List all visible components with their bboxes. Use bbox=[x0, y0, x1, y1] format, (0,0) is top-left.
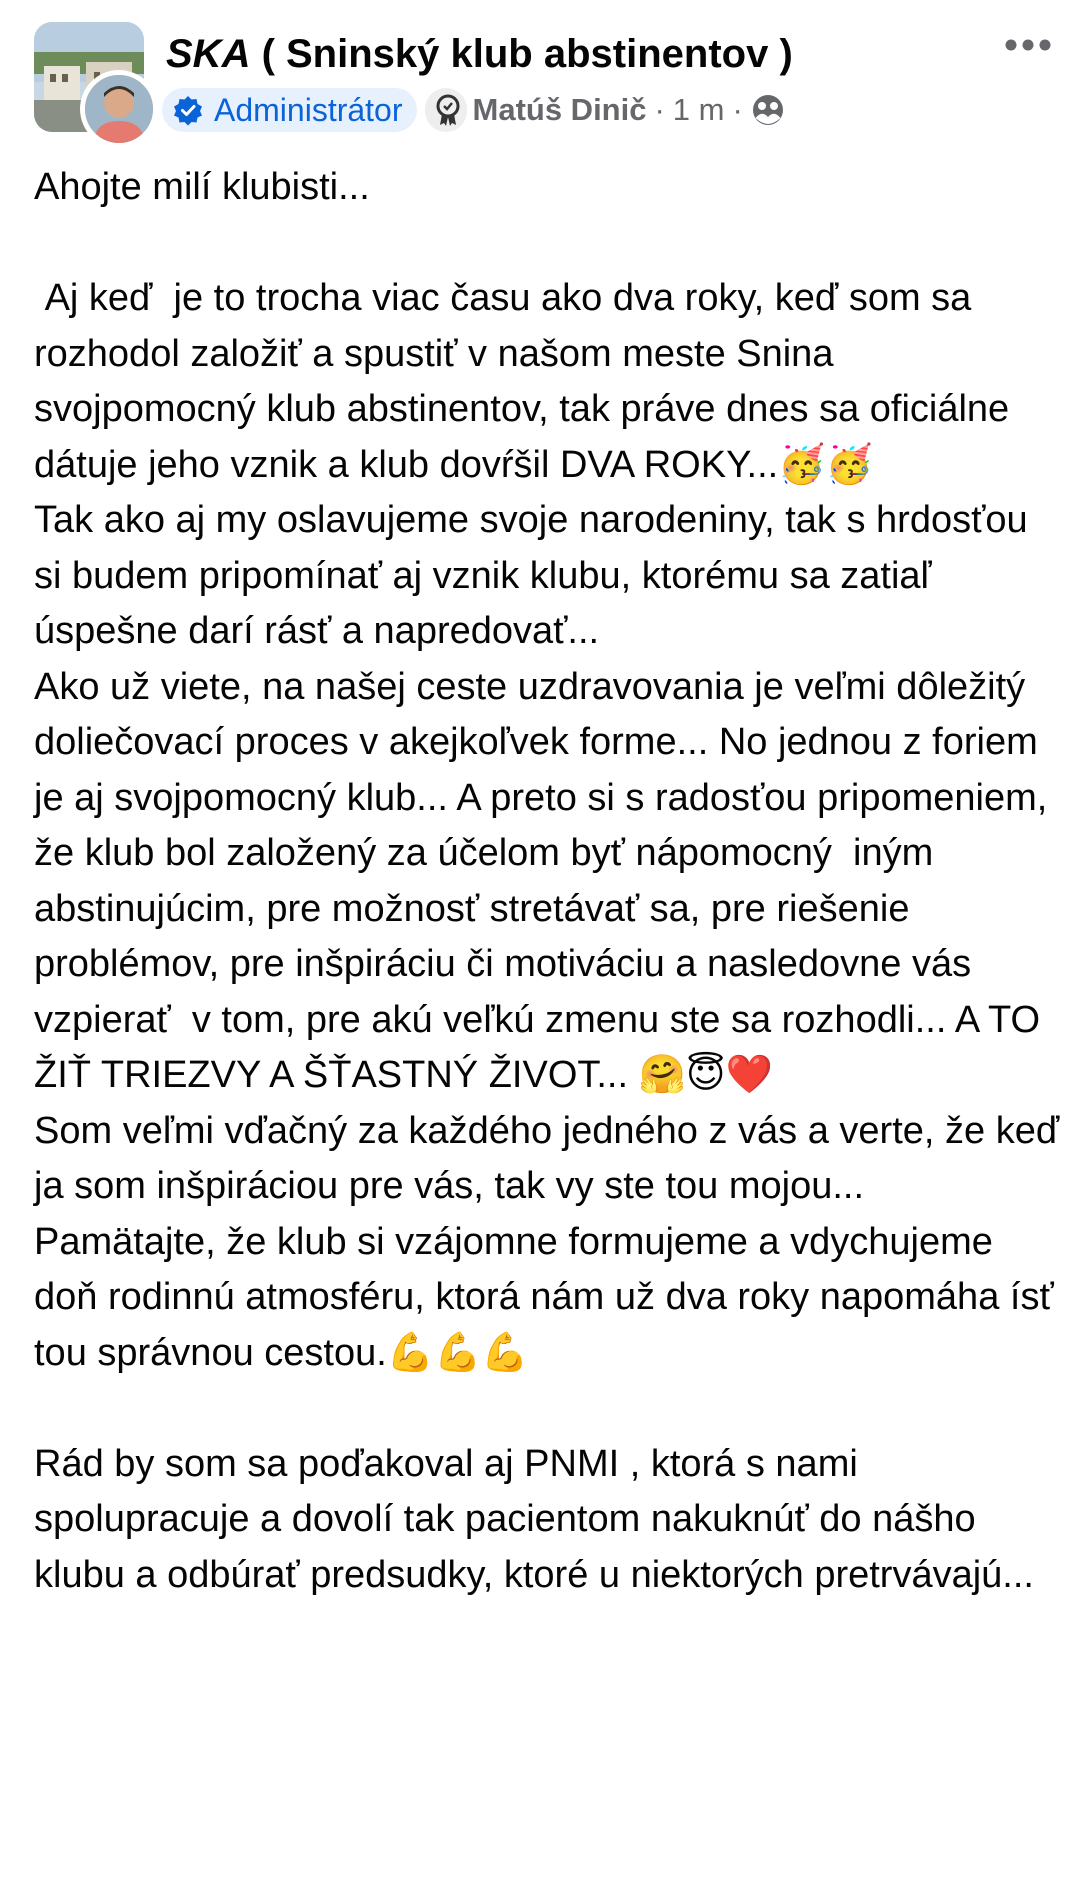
post-text: Ahojte milí klubisti... Aj keď je to trocha viac času ako dva roky, keď som sa rozhodol založiť a spustiť v našom meste Snina svojpomocný klub abstinentov, tak práve dnes sa oficiálne dátuje jeho vznik a klub dovŕšil DVA ROKY...🥳🥳 Tak ako aj my oslavujeme svoje narodeniny, tak s hrdosťou si budem pripomínať aj vznik klubu, ktorému sa zatiaľ úspešne darí rásť a napredovať... Ako už viete, na našej ceste uzdravovania je veľmi dôležitý doliečovací proces v akejkoľvek forme... No jednou z foriem je aj svojpomocný klub... A preto si s radosťou pripomeniem, že klub bol založený za účelom byť nápomocný iným abstinujúcim, pre možnosť stretávať sa, pre riešenie problémov, pre inšpiráciu či motiváciu a nasledovne vás vzpierať v tom, pre akú veľkú zmenu ste sa rozhodli... A TO ŽIŤ TRIEZVY A ŠŤASTNÝ ŽIVOT... 🤗😇❤️ Som veľmi vďačný za každého jedného z vás a verte, že keď ja som inšpiráciou pre vás, tak vy ste tou mojou... Pamätajte, že klub si vzájomne formujeme a vdychujeme doň rodinnú atmosféru, ktorá nám už dva roky napomáha ísť tou správnou cestou.💪💪💪 Rád by som sa poďakoval aj PNMI , ktorá s nami spolupracuje a dovolí tak pacientom nakuknúť do nášho klubu a odbúrať predsudky, ktoré u niektorých pretrvávajú... bbox=[34, 166, 1060, 1596]
more-options-button[interactable] bbox=[998, 30, 1058, 60]
user-avatar[interactable] bbox=[80, 70, 158, 148]
group-abbr: SKA bbox=[166, 32, 251, 76]
role-label: Administrátor bbox=[214, 91, 403, 128]
group-name[interactable] bbox=[166, 30, 793, 78]
member-badge[interactable] bbox=[425, 88, 467, 132]
role-badge[interactable] bbox=[162, 88, 417, 132]
group-members-icon[interactable] bbox=[751, 93, 785, 127]
post-meta bbox=[162, 86, 785, 134]
user-avatar-image bbox=[85, 75, 153, 143]
meta-separator: · bbox=[654, 92, 665, 127]
author-name[interactable]: Matúš Dinič bbox=[472, 92, 647, 127]
meta-separator: · bbox=[732, 92, 743, 127]
shield-check-icon bbox=[172, 94, 204, 126]
group-full-name: ( Sninský klub abstinentov ) bbox=[250, 32, 793, 76]
more-dots-icon bbox=[1004, 38, 1052, 52]
rising-contributor-icon bbox=[433, 93, 463, 127]
post-time[interactable]: 1 m bbox=[672, 92, 725, 127]
post-header bbox=[0, 0, 1080, 150]
